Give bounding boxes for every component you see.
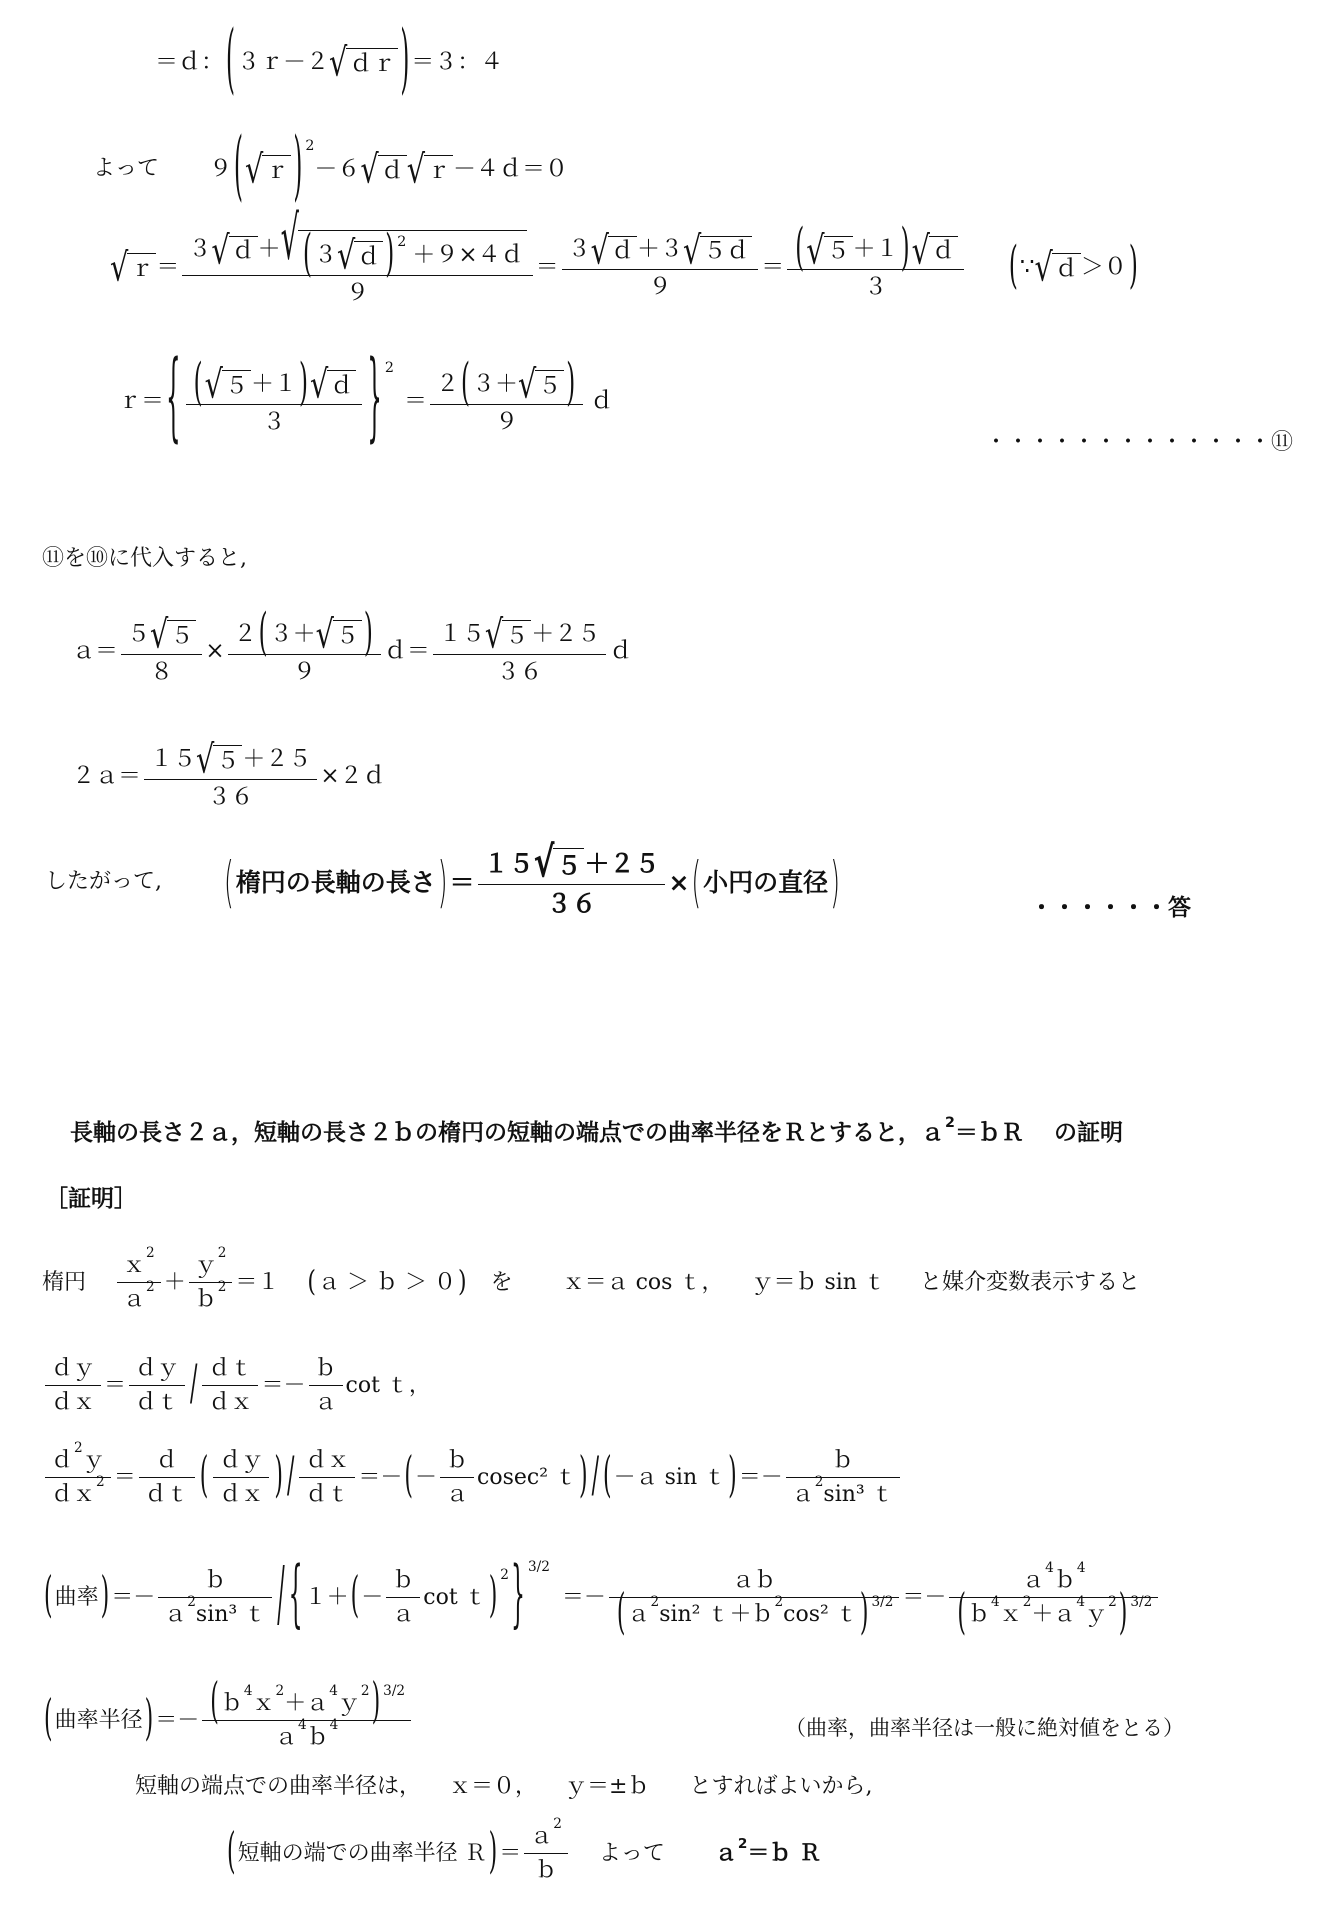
fraction — [121, 610, 202, 685]
exponent: 3/2 — [871, 1593, 894, 1610]
eq-text: ＝ｄ： — [155, 48, 224, 75]
denominator: ｙ — [1085, 1602, 1108, 1627]
curvature-radius-equation: ( 曲率半径 ) ＝－ ( ｂ 4 ｘ 2 ＋ａ 4 ｙ 2 ) 3/2 ａ 4 ｂ 4 — [42, 1693, 414, 1749]
eq-text: ３ｒ－２ — [236, 48, 329, 75]
eq-text: ＝－ — [155, 1708, 200, 1733]
numerator: ｄ — [155, 1448, 178, 1473]
eq-sign: ＝ — [104, 1373, 127, 1398]
sqrt: √ ５ — [806, 236, 852, 265]
fraction — [440, 1450, 474, 1506]
heading-text: 長軸の長さ２ａ，短軸の長さ２ｂの楕円の短軸の端点での曲率半径をＲとすると，ａ — [70, 1120, 944, 1146]
exponent: 4 — [329, 1682, 338, 1699]
fraction: ２ ( ３＋ √ ５ ) ９ — [228, 620, 381, 684]
eq-text: ＋ — [257, 236, 281, 263]
fraction: ( √ ５ ＋１ ) √ ｄ ３ — [186, 370, 363, 434]
exponent: 2 — [397, 234, 407, 251]
major-axis-label: 楕円の長軸の長さ — [235, 867, 436, 897]
eq-sign: ＝ — [403, 388, 427, 415]
therefore-text: したがって, — [45, 869, 162, 895]
numerator: ａ — [530, 1824, 553, 1849]
exponent: 2 — [553, 1815, 562, 1832]
dots: ・・・・・・・・・・・・・ — [985, 430, 1272, 455]
denominator: ３ — [864, 274, 888, 301]
exponent: 2 — [814, 1473, 824, 1490]
denominator: ａ — [123, 1287, 146, 1312]
fraction — [562, 226, 759, 301]
sqrt: √ ５ — [518, 370, 564, 399]
eq-text: ｄ — [590, 388, 614, 415]
denominator: ｄｘ — [51, 1390, 96, 1415]
denominator: cos² ｔ — [783, 1602, 858, 1627]
sqrt-arg: ５ — [167, 620, 196, 649]
curvature-label: 曲率 — [54, 1585, 99, 1610]
numerator: ｙ — [194, 1253, 217, 1278]
exponent: 2 — [305, 138, 315, 155]
eq-text: ３ — [188, 236, 212, 263]
fraction: ａｂ ( ａ 2 sin² ｔ＋ｂ 2 cos² ｔ ) 3/2 — [609, 1570, 899, 1626]
heading-text: の証明 — [1053, 1120, 1123, 1146]
plus-sign: ＋ — [163, 1270, 186, 1295]
dotted-leader — [985, 432, 1293, 454]
numerator: ｂ — [392, 1568, 415, 1593]
result-text: ＝ｂ Ｒ — [747, 1841, 822, 1866]
condition-y: ｙ＝±ｂ — [565, 1774, 650, 1799]
exponent: 4 — [1076, 1559, 1086, 1576]
sqrt: √ ｄ — [310, 370, 356, 399]
sqrt-arg: ｒ — [424, 155, 453, 184]
sqrt: √ ｄｒ — [329, 48, 398, 77]
exponent: 2 — [650, 1593, 660, 1610]
sqrt: √ ｄ — [211, 236, 257, 265]
denominator: ｂ — [967, 1602, 990, 1627]
eq-sign: ＝ — [761, 253, 785, 280]
denominator: ａ — [446, 1482, 469, 1507]
param-y: ｙ＝ｂ sin ｔ — [751, 1270, 886, 1295]
equation-2a — [72, 735, 386, 810]
eq-text: cosec² ｔ — [477, 1465, 578, 1490]
param-x: ｘ＝ａ cos ｔ， — [562, 1270, 724, 1295]
fraction — [202, 1358, 258, 1414]
substitution-text: ⑪を⑩に代入すると, — [42, 546, 247, 571]
sqrt: √ ( ３ √ ｄ ) 2 ＋９×４ｄ — [281, 230, 527, 270]
fraction — [309, 1358, 343, 1414]
fraction — [139, 1450, 195, 1506]
param-text: と媒介変数表示すると — [919, 1270, 1140, 1295]
endpoint-condition — [135, 1776, 872, 1798]
eq-sign: ＝ — [535, 253, 559, 280]
yotte-text: よって — [598, 1841, 665, 1866]
section-heading — [70, 1115, 1123, 1146]
exponent: 4 — [243, 1682, 253, 1699]
fraction — [45, 1439, 111, 1507]
fraction — [129, 1358, 185, 1414]
numerator: ｄｙ — [135, 1356, 180, 1381]
answer-marker — [1030, 897, 1191, 920]
exponent: 2 — [737, 1835, 748, 1852]
result-text: ａ — [714, 1841, 737, 1866]
exponent: 2 — [500, 1567, 509, 1584]
equation-quadratic: よって ９ ( √ ｒ ) 2 －６ √ ｄ √ ｒ －４ｄ＝０ — [93, 124, 569, 211]
eq-text: ｒ＝ — [118, 388, 164, 415]
eq-text: ２ — [233, 620, 257, 647]
denominator: ａ — [164, 1602, 187, 1627]
sqrt: √ ｄ — [337, 241, 383, 270]
fraction — [45, 1358, 101, 1414]
numerator: ｂ — [314, 1356, 337, 1381]
eq-text: ＞０ — [1080, 253, 1127, 280]
small-circle-label: 小円の直径 — [703, 867, 829, 897]
fraction — [189, 1244, 233, 1312]
sqrt: √ ｄ — [591, 236, 637, 265]
numerator: ｄ — [51, 1448, 74, 1473]
fraction: ( √ ５ ＋１ ) √ ｄ ３ — [787, 236, 964, 300]
eq-text: ３＋ — [269, 620, 316, 647]
sqrt: √ ｄ — [360, 155, 406, 184]
denominator: ３６ — [496, 658, 543, 685]
eq-text: ｄ＝ — [383, 638, 430, 665]
sqrt: √ ｒ — [110, 253, 156, 282]
sqrt: √ ｒ — [407, 155, 453, 184]
numerator: ｄｙ — [51, 1356, 96, 1381]
sqrt-arg: ５ — [222, 370, 251, 399]
sqrt-arg: ５ｄ — [700, 236, 752, 265]
fraction — [182, 201, 532, 306]
exponent: 2 — [1022, 1593, 1032, 1610]
numerator: ｄｙ — [219, 1448, 264, 1473]
condition-x: ｘ＝０， — [449, 1774, 538, 1799]
eq-text: ＋２５ — [584, 849, 660, 879]
particle: を — [490, 1270, 513, 1295]
sqrt-arg: ５ — [213, 745, 242, 774]
denominator: ｄｘ — [51, 1482, 96, 1507]
fraction — [386, 1570, 420, 1626]
eq-text: ＝－ — [902, 1585, 947, 1610]
eq-text: ５ — [127, 620, 150, 647]
denominator: ｂ — [535, 1858, 558, 1883]
fraction — [786, 1450, 900, 1506]
eq-text: ３ — [567, 236, 591, 263]
radius-label: 短軸の端での曲率半径 Ｒ — [237, 1841, 487, 1866]
numerator: ｂ — [1053, 1568, 1076, 1593]
sqrt-arg: ｄ — [608, 236, 637, 265]
eq-text: ×２ｄ — [320, 763, 386, 790]
denominator: ｄｘ — [208, 1390, 253, 1415]
sqrt-arg: ５ — [333, 620, 362, 649]
eq-text: －４ｄ＝０ — [453, 155, 569, 182]
numerator: ａ — [1022, 1568, 1045, 1593]
exponent: 2 — [217, 1244, 227, 1261]
exponent: 2 — [384, 359, 394, 376]
sqrt-arg: ５ — [553, 848, 584, 879]
numerator: ｙ — [337, 1691, 360, 1716]
eq-text: ＝－ — [561, 1585, 606, 1610]
sqrt-arg: ｒ — [127, 253, 156, 282]
sqrt-arg: ｄ — [929, 236, 958, 265]
denominator: ｂ — [194, 1287, 217, 1312]
eq-text: ＝１ — [235, 1270, 280, 1295]
eq-text: ２ — [435, 370, 459, 397]
denominator: ９ — [495, 408, 519, 435]
sqrt-arg: ｒ — [262, 155, 291, 184]
exponent: 4 — [329, 1716, 339, 1733]
denominator: ３６ — [207, 783, 254, 810]
exponent: 2 — [74, 1439, 83, 1456]
because-symbol: ∵ — [1019, 253, 1035, 280]
sqrt-arg: ｄ — [1052, 253, 1081, 282]
fraction — [299, 1450, 355, 1506]
curvature-equation: ( 曲率 ) ＝－ ｂ ａ 2 sin³ ｔ / { １＋ ( － $\frac{\text{ｂ}}{\text{ａ}}$ cot ｔ ) 2 } 3/2 ＝－ ａｂ ( ａ 2 sin² ｔ＋ｂ 2 cos² ｔ ) 3/2 ＝－ ａ 4 ｂ 4 ( ｂ 4 ｘ 2 ＋ａ 4 ｙ 2 ) 3/2 — [42, 1570, 1161, 1626]
eq-sign: ＝ — [156, 253, 180, 280]
numerator: ｙ — [82, 1448, 105, 1473]
condition-text: 短軸の端点での曲率半径は， — [135, 1774, 422, 1799]
numerator: ａｂ — [732, 1568, 777, 1593]
sqrt-arg: ｄ — [327, 370, 356, 399]
eq-text: ａ＝ — [72, 638, 118, 665]
eq-text: －６ — [314, 155, 361, 182]
minus-sign: － — [414, 1465, 437, 1490]
denominator: ｘ — [999, 1602, 1022, 1627]
eq-text: －ａ sin ｔ — [613, 1465, 727, 1490]
eq-sign: ＝ — [113, 1465, 136, 1490]
eq-text: ＋１ — [250, 370, 297, 397]
sqrt: √ ５ — [316, 620, 362, 649]
numerator: ｂ — [446, 1448, 469, 1473]
exponent: 3/2 — [527, 1559, 550, 1576]
yotte-text: よって — [93, 156, 160, 182]
sqrt-arg: ５ — [535, 370, 564, 399]
ellipse-label: 楕円 — [42, 1270, 87, 1295]
numerator: ｄｔ — [208, 1356, 253, 1381]
numerator: ＋ａ — [284, 1691, 329, 1716]
sqrt-arg: ｄ — [229, 236, 258, 265]
equation-number: ⑪ — [1271, 430, 1294, 455]
eq-sign: ＝ — [499, 1841, 522, 1866]
eq-text: ９ — [209, 155, 233, 182]
sqrt-arg: ｄ — [354, 241, 383, 270]
fraction — [144, 735, 317, 810]
sqrt-arg: ５ — [502, 620, 531, 649]
eq-text: ＝－ — [738, 1465, 783, 1490]
fraction — [524, 1815, 568, 1883]
denominator: ９ — [648, 274, 672, 301]
eq-text: cot ｔ， — [345, 1373, 431, 1398]
denominator: ａ — [392, 1602, 415, 1627]
eq-text: ＋２５ — [531, 620, 601, 647]
eq-text: ＋１ — [852, 236, 899, 263]
exponent: 2 — [146, 1244, 155, 1261]
sqrt: √ ｒ — [245, 155, 291, 184]
sqrt-arg: ｄ — [378, 155, 407, 184]
numerator: ｘ — [252, 1691, 275, 1716]
denominator: ３６ — [546, 889, 597, 919]
sqrt: √ ５ｄ — [683, 236, 752, 265]
exponent: 2 — [146, 1278, 155, 1295]
minus-sign: － — [361, 1585, 384, 1610]
proof-label: ［証明］ — [45, 1186, 137, 1212]
fraction — [117, 1244, 161, 1312]
equation-a — [72, 604, 633, 685]
numerator: ｘ — [123, 1253, 146, 1278]
heading-text: ＝ｂＲ — [954, 1120, 1024, 1146]
exponent: 2 — [360, 1682, 370, 1699]
fraction — [478, 838, 666, 919]
equation-r: ｒ＝ { ( √ ５ ＋１ ) √ ｄ ３ } 2 ＝ ２ ( ３＋ √ ５ ) ９ ｄ — [118, 345, 614, 455]
sqrt-arg: ５ — [824, 236, 853, 265]
eq-text: １５ — [483, 849, 534, 879]
final-result: ( 短軸の端での曲率半径 Ｒ ) ＝ ａ 2 ｂ よって ａ$^2$＝ｂ Ｒ — [227, 1815, 822, 1883]
exponent: 2 — [96, 1473, 105, 1490]
fraction — [213, 1450, 269, 1506]
denominator: ａ — [274, 1725, 297, 1750]
exponent: 2 — [945, 1115, 955, 1132]
exponent: 4 — [991, 1593, 1000, 1610]
equation-sqrt-r: √ ｒ ＝ ３ √ ｄ ＋ √ ( ３ √ ｄ ) 2 ＋９×４ｄ ９ ＝ ３ √ ｄ ＋３ √ ５ｄ ９ ＝ ( √ ５ ＋１ ) √ ｄ ３ ( ∵ √ ｄ ＞０ ) — [110, 201, 1138, 306]
answer-line: したがって, ( 楕円の長軸の長さ ) ＝ １５ √ ５ ＋２５ ３６ × ( 小円の直径 ) — [45, 838, 840, 919]
sqrt: √ ５ — [205, 370, 251, 399]
exponent: 2 — [774, 1593, 784, 1610]
sqrt: √ ｄ — [912, 236, 958, 265]
exponent: 4 — [1076, 1593, 1086, 1610]
eq-text: １５ — [438, 620, 485, 647]
eq-text: １５ — [150, 745, 196, 772]
denominator: ｄｔ — [305, 1482, 350, 1507]
exponent: 3/2 — [383, 1682, 406, 1699]
eq-text: ＋２５ — [242, 745, 312, 772]
denominator: ３ — [262, 408, 286, 435]
denominator: ａ — [791, 1482, 814, 1507]
dots: ・・・・・・ — [1030, 895, 1168, 921]
sqrt: √ ５ — [196, 745, 242, 774]
numerator: ｄｘ — [305, 1448, 350, 1473]
denominator: ｄｔ — [135, 1390, 180, 1415]
denominator: ａ — [314, 1390, 337, 1415]
numerator: ｂ — [220, 1691, 243, 1716]
condition-text: とすればよいから, — [689, 1774, 873, 1799]
fraction: ( ｂ 4 ｘ 2 ＋ａ 4 ｙ 2 ) 3/2 ａ 4 ｂ 4 — [202, 1693, 411, 1749]
denominator: ｄｘ — [219, 1482, 264, 1507]
sqrt: √ ５ — [485, 620, 531, 649]
fraction — [433, 610, 606, 685]
eq-text: ３ — [313, 241, 337, 268]
numerator: ｂ — [204, 1568, 227, 1593]
exponent: 2 — [217, 1278, 227, 1295]
exponent: 2 — [275, 1682, 285, 1699]
numerator: ｂ — [831, 1448, 854, 1473]
fraction: ２ ( ３＋ √ ５ ) ９ — [430, 370, 583, 434]
eq-text: ３＋ — [471, 370, 518, 397]
fraction: ａ 4 ｂ 4 ( ｂ 4 ｘ 2 ＋ａ 4 ｙ 2 ) 3/2 — [949, 1570, 1158, 1626]
sqrt: √ ５ — [150, 620, 196, 649]
sqrt: √ ５ — [534, 848, 585, 879]
denominator: sin³ ｔ — [195, 1602, 267, 1627]
times-sign: × — [668, 867, 690, 897]
equation-ratio: ＝ｄ： ( ３ｒ－２ √ ｄｒ ) ＝３：４ — [155, 17, 504, 104]
first-derivative: $\frac{\text{ｄｙ}}{\text{ｄｘ}}$ ＝ $\frac{\text{ｄｙ}}{\text{ｄｔ}}$ / $\frac{\text{ｄｔ}}{\text{ｄｘ}}$ ＝－ $\frac{\text{ｂ}}{\text{ａ}}$ cot ｔ， — [42, 1358, 431, 1414]
exponent: 4 — [1045, 1559, 1054, 1576]
denominator: ９ — [345, 279, 369, 306]
eq-text: ＝－ — [111, 1585, 156, 1610]
denominator: ｂ — [306, 1725, 329, 1750]
ellipse-equation: 楕円 ｘ 2 ａ 2 ＋ ｙ 2 ｂ 2 ＝１ ( ａ ＞ ｂ ＞ ０ ) を ｘ＝ａ cos ｔ， ｙ＝ｂ sin ｔ と媒介変数表示すると — [42, 1244, 1140, 1312]
exponent: 2 — [1108, 1593, 1117, 1610]
eq-text: ２ａ＝ — [72, 763, 141, 790]
eq-text: ＝－ — [261, 1373, 306, 1398]
denominator: sin² ｔ＋ｂ — [659, 1602, 774, 1627]
radius-label: 曲率半径 — [54, 1708, 143, 1733]
sqrt-arg: ｄｒ — [346, 48, 398, 77]
eq-text: ＝３：４ — [411, 48, 504, 75]
denominator: ８ — [150, 658, 174, 685]
eq-text: cot ｔ — [423, 1585, 487, 1610]
condition: ａ ＞ ｂ ＞ ０ — [318, 1270, 456, 1295]
denominator: ＋ａ — [1031, 1602, 1076, 1627]
denominator: ｄｔ — [144, 1482, 189, 1507]
eq-text: ＋９×４ｄ — [412, 241, 524, 268]
exponent: 4 — [297, 1716, 307, 1733]
eq-text: ＝－ — [358, 1465, 403, 1490]
sqrt: √ ｄ — [1035, 253, 1081, 282]
times-sign: × — [205, 638, 225, 665]
denominator: ９ — [292, 658, 316, 685]
exponent: 2 — [187, 1593, 196, 1610]
eq-sign: ＝ — [449, 867, 475, 897]
absolute-value-note: （曲率，曲率半径は一般に絶対値をとる） — [785, 1716, 1184, 1740]
denominator: sin³ ｔ — [823, 1482, 894, 1507]
eq-text: ＋３ — [636, 236, 683, 263]
denominator: ａ — [627, 1602, 650, 1627]
answer-label: 答 — [1168, 895, 1191, 921]
fraction — [158, 1570, 272, 1626]
eq-text: １＋ — [304, 1585, 349, 1610]
second-derivative: ｄ 2 ｙ ｄｘ 2 ＝ $\frac{\text{ｄ}}{\text{ｄｔ}}$ ( $\frac{\text{ｄｙ}}{\text{ｄｘ}}$ ) / $\frac{\text{ｄｘ}}{\text{ｄｔ}}$ ＝－ ( － $\frac{\text{ｂ}}{\text{ａ}}$ cosec² ｔ ) / ( －ａ sin ｔ ) ＝－ ｂ ａ 2 sin³ ｔ — [42, 1450, 903, 1506]
eq-text: ｄ — [609, 638, 633, 665]
exponent: 3/2 — [1130, 1593, 1153, 1610]
